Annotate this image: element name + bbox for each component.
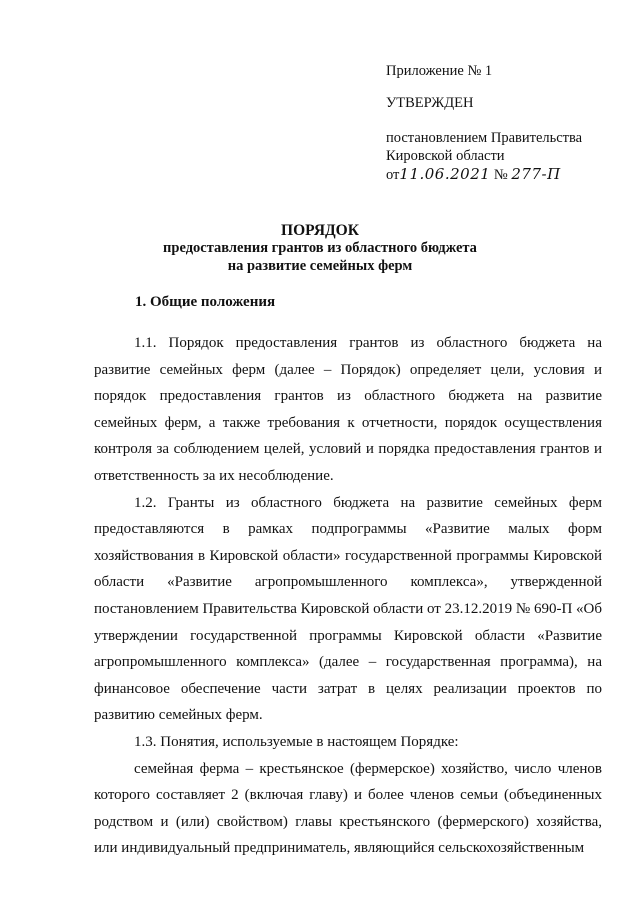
paragraph-definition: семейная ферма – крестьянское (фермерское) хозяйство, число членов которого составляет 2 (включая главу) и более членов семьи (объединенных родством и (или) свойством) главы крестьянского (фермерского) хозяйства, или индивидуальный предприниматель, являющийся сельскохозяйственным bbox=[94, 760, 602, 857]
number-prefix: № bbox=[493, 167, 508, 183]
section-body bbox=[94, 330, 602, 862]
date-prefix: от bbox=[386, 167, 400, 183]
decree-line-2: Кировской области bbox=[386, 148, 505, 164]
paragraph-1-2: 1.2. Гранты из областного бюджета на развитие семейных ферм предоставляются в рамках подпрограммы «Развитие малых форм хозяйствования в Кировской области» государственной программы Кировской области «Развитие агропромышленного комплекса», утвержденной постановлением Правительства Кировской области от 23.12.2019 № 690-П «Об утверждении государственной программы Кировской области «Развитие агропромышленного комплекса» (далее – государственная программа), на финансовое обеспечение части затрат в целях реализации проектов по развитию семейных ферм. bbox=[94, 494, 602, 724]
decree-line-1: постановлением Правительства bbox=[386, 130, 583, 146]
approved-label: УТВЕРЖДЕН bbox=[386, 95, 474, 111]
section-heading: 1. Общие положения bbox=[135, 294, 276, 310]
appendix-label: Приложение № 1 bbox=[386, 63, 493, 79]
paragraph-1-3: 1.3. Понятия, используемые в настоящем Порядке: bbox=[134, 733, 459, 750]
document-subtitle-1: предоставления грантов из областного бюджета bbox=[163, 240, 477, 256]
decree-date-line bbox=[386, 165, 561, 184]
document-title: ПОРЯДОК bbox=[281, 222, 359, 239]
document-subtitle-2: на развитие семейных ферм bbox=[227, 258, 413, 274]
paragraph-1-1: 1.1. Порядок предоставления грантов из областного бюджета на развитие семейных ферм (далее – Порядок) определяет цели, условия и порядок предоставления грантов из областного бюджета на развитие семейных ферм, а также требования к отчетности, порядок осуществления контроля за соблюдением целей, условий и порядка предоставления грантов и ответственность за их несоблюдение. bbox=[94, 335, 602, 484]
handwritten-number: 277-П bbox=[511, 165, 561, 183]
handwritten-date: 11.06.2021 bbox=[399, 165, 491, 183]
